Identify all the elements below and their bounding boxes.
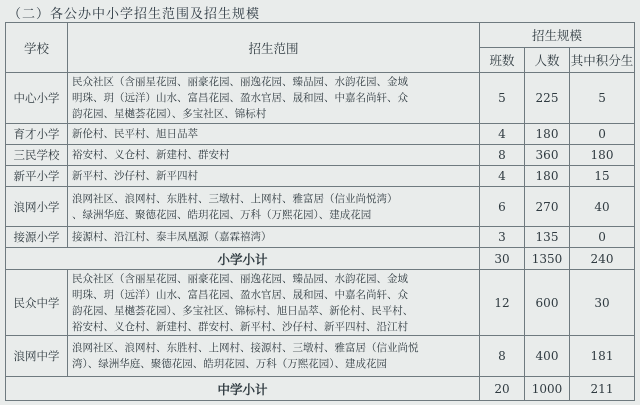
range-line: 民众社区（含丽星花园、丽豪花园、丽逸花园、臻品园、水韵花园、金域 (72, 272, 408, 285)
enrollment-range (68, 227, 480, 248)
points-count: 240 (570, 248, 635, 270)
student-count: 400 (525, 336, 570, 377)
table-row (6, 336, 635, 377)
points-count: 0 (570, 227, 635, 248)
enrollment-range (68, 166, 480, 187)
header-classes: 班数 (480, 48, 525, 73)
table-row (6, 187, 635, 227)
enrollment-range (68, 336, 480, 377)
class-count: 8 (480, 336, 525, 377)
range-line: 韵花园、星樾荟花园）、多宝社区、锦标村、旭日品萃、新伦村、民平村、 (72, 304, 414, 317)
school-name: 中心小学 (6, 73, 68, 124)
range-line: 裕安村、义仓村、新建村、群安村 (72, 149, 230, 161)
enrollment-range (68, 187, 480, 227)
header-range: 招生范围 (68, 23, 480, 73)
points-count: 30 (570, 270, 635, 336)
class-count: 20 (480, 377, 525, 401)
school-name: 三民学校 (6, 145, 68, 166)
school-name: 新平小学 (6, 166, 68, 187)
class-count: 5 (480, 73, 525, 124)
points-count: 211 (570, 377, 635, 401)
student-count: 180 (525, 124, 570, 145)
school-name: 接源小学 (6, 227, 68, 248)
class-count: 12 (480, 270, 525, 336)
class-count: 30 (480, 248, 525, 270)
range-line: 新伦村、民平村、旭日品萃 (72, 128, 198, 140)
range-line: 浪网社区、浪网村、东胜村、三墩村、上网村、雅富居（信业尚悦湾） (72, 192, 398, 205)
subtotal-row (6, 248, 635, 270)
header-students: 人数 (525, 48, 570, 73)
student-count: 1350 (525, 248, 570, 270)
header-scale: 招生规模 (480, 23, 635, 48)
school-name: 民众中学 (6, 270, 68, 336)
enrollment-range (68, 73, 480, 124)
range-line: 民众社区（含丽星花园、丽豪花园、丽逸花园、臻品园、水韵花园、金域 (72, 76, 408, 88)
header-school: 学校 (6, 23, 68, 73)
header-points: 其中积分生 (570, 48, 635, 73)
range-line: 接源村、沿江村、泰丰凤凰源（嘉霖禧湾） (72, 231, 272, 243)
school-name: 浪网中学 (6, 336, 68, 377)
points-count: 181 (570, 336, 635, 377)
class-count: 4 (480, 124, 525, 145)
student-count: 270 (525, 187, 570, 227)
table-row (6, 166, 635, 187)
class-count: 6 (480, 187, 525, 227)
range-line: 湾）、绿洲华庭、聚德花园、皓玥花园、万科（万熙花园）、建成花园 (72, 358, 387, 370)
points-count: 40 (570, 187, 635, 227)
range-line: 韵花园、星樾荟花园）、多宝社区、锦标村 (72, 108, 267, 120)
range-line: 明珠、玥（远洋）山水、富昌花园、盈水官居、晟和园、中嘉名尚轩、众 (72, 288, 408, 301)
primary-subtotal-label: 小学小计 (6, 248, 480, 270)
student-count: 360 (525, 145, 570, 166)
range-line: 明珠、玥（远洋）山水、富昌花园、盈水官居、晟和园、中嘉名尚轩、众 (72, 92, 408, 104)
admission-table (5, 22, 635, 401)
range-line: 、绿洲华庭、聚德花园、皓玥花园、万科（万熙花园）、建成花园 (72, 208, 372, 221)
class-count: 3 (480, 227, 525, 248)
table-row (6, 270, 635, 336)
school-name: 育才小学 (6, 124, 68, 145)
points-count: 0 (570, 124, 635, 145)
enrollment-range (68, 270, 480, 336)
points-count: 180 (570, 145, 635, 166)
points-count: 5 (570, 73, 635, 124)
school-name: 浪网小学 (6, 187, 68, 227)
middle-subtotal-label: 中学小计 (6, 377, 480, 401)
student-count: 600 (525, 270, 570, 336)
table-row (6, 145, 635, 166)
section-title: （二）各公办中小学招生范围及招生规模 (8, 7, 261, 22)
enrollment-range (68, 124, 480, 145)
student-count: 1000 (525, 377, 570, 401)
class-count: 8 (480, 145, 525, 166)
student-count: 225 (525, 73, 570, 124)
table-row (6, 124, 635, 145)
range-line: 裕安村、义仓村、新建村、群安村、新平村、沙仔村、新平四村、沿江村 (72, 320, 408, 333)
subtotal-row (6, 377, 635, 401)
table-row (6, 227, 635, 248)
points-count: 15 (570, 166, 635, 187)
range-line: 新平村、沙仔村、新平四村 (72, 170, 198, 182)
table-row (6, 73, 635, 124)
range-line: 浪网社区、浪网村、东胜村、上网村、接源村、三墩村、雅富居（信业尚悦 (72, 342, 419, 354)
class-count: 4 (480, 166, 525, 187)
student-count: 180 (525, 166, 570, 187)
student-count: 135 (525, 227, 570, 248)
enrollment-range (68, 145, 480, 166)
